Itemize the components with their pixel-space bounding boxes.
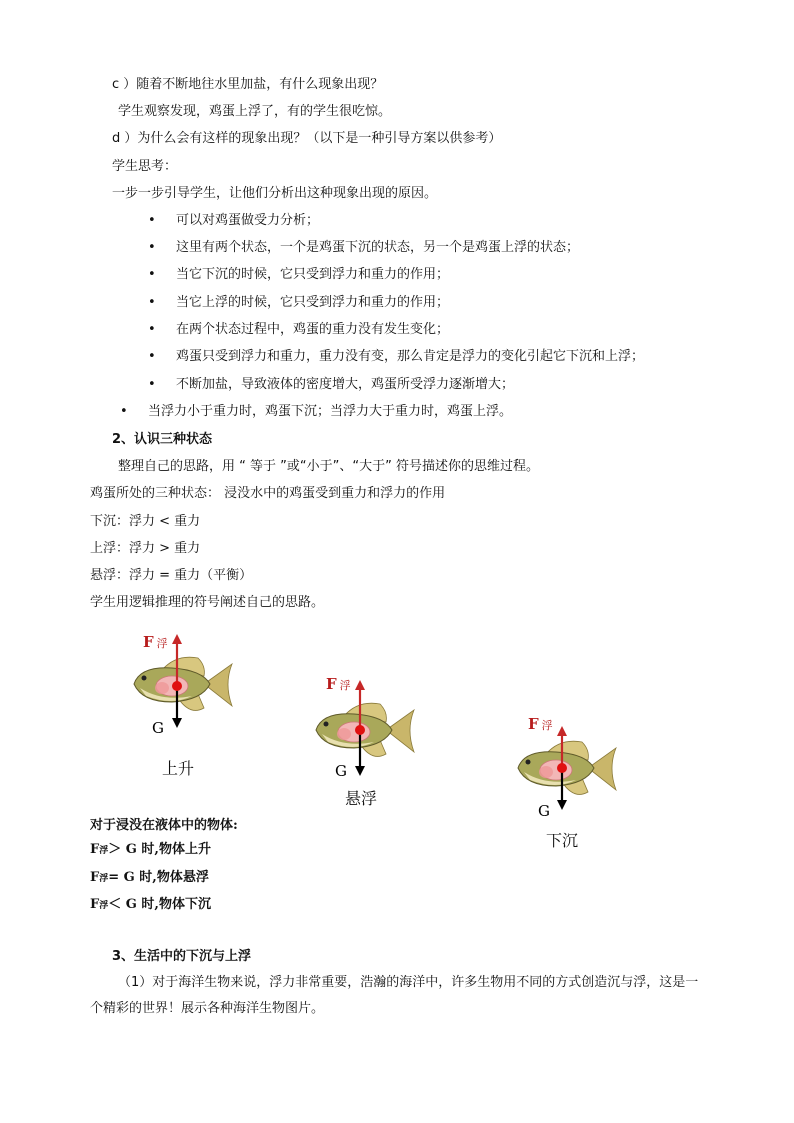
observation-line: 学生观察发现，鸡蛋上浮了，有的学生很吃惊。 — [118, 104, 392, 119]
bullet-icon: • — [148, 295, 156, 310]
gravity-label: G — [152, 719, 164, 737]
bullet-icon: • — [148, 322, 156, 337]
bullet-icon: • — [148, 349, 156, 364]
state-sink: 下沉：浮力 < 重力 — [90, 514, 201, 529]
states-title: 鸡蛋所处的三种状态： 浸没水中的鸡蛋受到重力和浮力的作用 — [90, 486, 446, 501]
condition-sink: F浮＜ G 时,物体下沉 — [90, 897, 211, 912]
reasoning-line: 学生用逻辑推理的符号阐述自己的思路。 — [90, 595, 325, 610]
buoyancy-label: F 浮 — [326, 675, 351, 693]
think-label: 学生思考： — [112, 159, 178, 174]
sink-label: 下沉 — [546, 831, 579, 850]
center-dot — [557, 763, 567, 773]
condition-suspend: F浮= G 时,物体悬浮 — [90, 870, 209, 885]
center-dot — [355, 725, 365, 735]
question-c: c ）随着不断地往水里加盐，有什么现象出现？ — [112, 77, 384, 92]
bullet-icon: • — [148, 213, 156, 228]
question-d: d ）为什么会有这样的现象出现？（以下是一种引导方案以供参考） — [112, 131, 502, 146]
bullet-icon: • — [120, 404, 128, 419]
section-intro: 整理自己的思路，用 “ 等于 ”或“小于”、“大于” 符号描述你的思维过程。 — [118, 459, 539, 474]
buoyancy-label: F 浮 — [528, 715, 553, 733]
condition-rise: F浮＞ G 时,物体上升 — [90, 842, 211, 857]
rise-label: 上升 — [162, 759, 195, 778]
bullet-icon: • — [148, 240, 156, 255]
center-dot — [172, 681, 182, 691]
buoyancy-label: F 浮 — [143, 633, 168, 651]
gravity-label: G — [538, 802, 550, 820]
state-suspend: 悬浮：浮力 = 重力（平衡） — [90, 568, 253, 583]
bullet-icon: • — [148, 267, 156, 282]
section-heading: 3、生活中的下沉与上浮 — [112, 949, 252, 964]
conditions-title: 对于浸没在液体中的物体: — [90, 818, 238, 833]
suspend-label: 悬浮 — [345, 789, 378, 808]
state-rise: 上浮：浮力 > 重力 — [90, 541, 201, 556]
bullet-icon: • — [148, 377, 156, 392]
guide-line: 一步一步引导学生，让他们分析出这种现象出现的原因。 — [112, 186, 438, 201]
section-heading: 2、认识三种状态 — [112, 432, 213, 447]
section3-paragraph: （1）对于海洋生物来说，浮力非常重要，浩瀚的海洋中，许多生物用不同的方式创造沉与浮，这是一个精彩的世界！展示各种海洋生物图片。 — [90, 975, 699, 1016]
gravity-label: G — [335, 762, 347, 780]
